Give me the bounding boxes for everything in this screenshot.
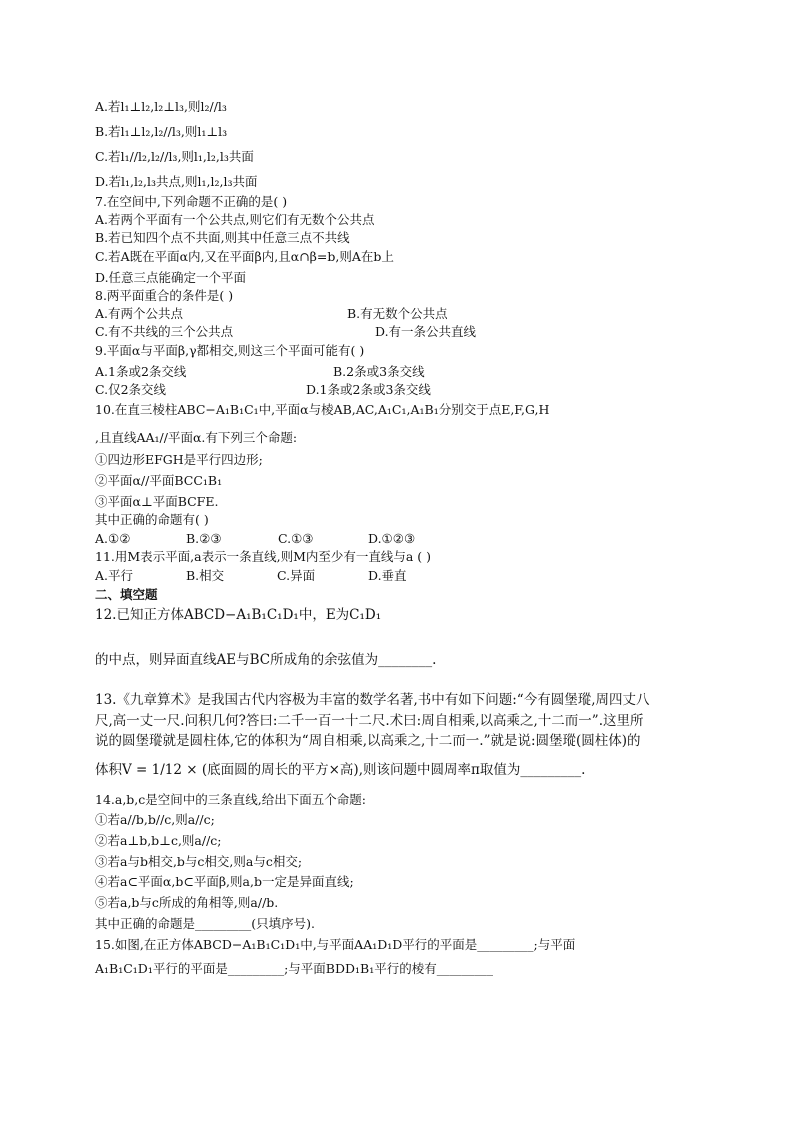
q6-option-d: D.若l₁,l₂,l₃共点,则l₁,l₂,l₃共面 xyxy=(95,174,258,189)
q14-claim-1: ①若a//b,b//c,则a//c; xyxy=(95,812,215,827)
q14-claim-3: ③若a与b相交,b与c相交,则a与c相交; xyxy=(95,854,303,869)
q11-option-c: C.异面 xyxy=(277,568,316,583)
q10-option-b: B.②③ xyxy=(186,531,222,546)
q11-option-a: A.平行 xyxy=(95,568,134,583)
q11-option-d: D.垂直 xyxy=(368,568,407,583)
q13-line-3: 说的圆堡瑽就是圆柱体,它的体积为“周自相乘,以高乘之,十二而一.”就是说:圆堡瑽(圆柱体)的 xyxy=(95,733,641,749)
q10-option-d: D.①②③ xyxy=(368,531,416,546)
q15-stem: 15.如图,在正方体ABCD−A₁B₁C₁D₁中,与平面AA₁D₁D平行的平面是_________;与平面 xyxy=(95,937,576,952)
q12-stem: 12.已知正方体ABCD−A₁B₁C₁D₁中，E为C₁D₁ xyxy=(95,607,382,623)
q10-claim-2: ②平面α//平面BCC₁B₁ xyxy=(95,473,223,488)
q10-stem-cont: ,且直线AA₁//平面α.有下列三个命题: xyxy=(95,430,298,445)
q8-option-d: D.有一条公共直线 xyxy=(375,324,477,339)
q7-option-d: D.任意三点能确定一个平面 xyxy=(95,270,247,285)
q9-option-d: D.1条或2条或3条交线 xyxy=(306,382,431,397)
q8-option-b: B.有无数个公共点 xyxy=(347,306,448,321)
q7-option-a: A.若两个平面有一个公共点,则它们有无数个公共点 xyxy=(95,212,375,227)
q7-option-c: C.若A既在平面α内,又在平面β内,且α∩β=b,则A在b上 xyxy=(95,249,394,264)
q13-line-4: 体积V = 1/12 × (底面圆的周长的平方×高),则该问题中圆周率π取值为_________. xyxy=(95,762,586,778)
q8-option-c: C.有不共线的三个公共点 xyxy=(95,324,234,339)
q13-line-2: 尺,高一丈一尺.问积几何?答曰:二千一百一十二尺.术曰:周自相乘,以高乘之,十二而一”.这里所 xyxy=(95,713,644,729)
q14-claim-5: ⑤若a,b与c所成的角相等,则a//b. xyxy=(95,895,279,910)
q6-option-b: B.若l₁⊥l₂,l₂//l₃,则l₁⊥l₃ xyxy=(95,124,228,139)
q6-option-c: C.若l₁//l₂,l₂//l₃,则l₁,l₂,l₃共面 xyxy=(95,149,254,164)
q14-stem: 14.a,b,c是空间中的三条直线,给出下面五个命题: xyxy=(95,792,366,807)
q14-ask: 其中正确的命题是_________(只填序号). xyxy=(95,916,315,931)
q10-claim-1: ①四边形EFGH是平行四边形; xyxy=(95,452,263,467)
q13-line-1: 13.《九章算术》是我国古代内容极为丰富的数学名著,书中有如下问题:“今有圆堡瑽,周四丈八 xyxy=(95,692,650,708)
q10-ask: 其中正确的命题有( ) xyxy=(95,512,209,527)
q9-stem: 9.平面α与平面β,γ都相交,则这三个平面可能有( ) xyxy=(95,343,365,358)
section-heading-fill-in: 二、填空题 xyxy=(95,587,158,602)
q9-option-b: B.2条或3条交线 xyxy=(333,364,425,379)
q10-stem: 10.在直三棱柱ABC−A₁B₁C₁中,平面α与棱AB,AC,A₁C₁,A₁B₁分别交于点E,F,G,H xyxy=(95,402,550,417)
q10-option-a: A.①② xyxy=(95,531,131,546)
q9-option-a: A.1条或2条交线 xyxy=(95,364,187,379)
q11-option-b: B.相交 xyxy=(186,568,225,583)
q8-stem: 8.两平面重合的条件是( ) xyxy=(95,288,234,303)
q14-claim-4: ④若a⊂平面α,b⊂平面β,则a,b一定是异面直线; xyxy=(95,874,354,889)
q8-option-a: A.有两个公共点 xyxy=(95,306,184,321)
q15-stem-cont: A₁B₁C₁D₁平行的平面是_________;与平面BDD₁B₁平行的棱有_________ xyxy=(95,961,493,976)
q10-option-c: C.①③ xyxy=(278,531,314,546)
q6-option-a: A.若l₁⊥l₂,l₂⊥l₃,则l₂//l₃ xyxy=(95,99,227,114)
q14-claim-2: ②若a⊥b,b⊥c,则a//c; xyxy=(95,833,222,848)
q7-stem: 7.在空间中,下列命题不正确的是( ) xyxy=(95,194,288,209)
q10-claim-3: ③平面α⊥平面BCFE. xyxy=(95,494,219,509)
q9-option-c: C.仅2条交线 xyxy=(95,382,167,397)
q11-stem: 11.用M表示平面,a表示一条直线,则M内至少有一直线与a ( ) xyxy=(95,549,432,564)
q12-stem-cont: 的中点，则异面直线AE与BC所成角的余弦值为________. xyxy=(95,652,437,668)
q7-option-b: B.若已知四个点不共面,则其中任意三点不共线 xyxy=(95,230,350,245)
